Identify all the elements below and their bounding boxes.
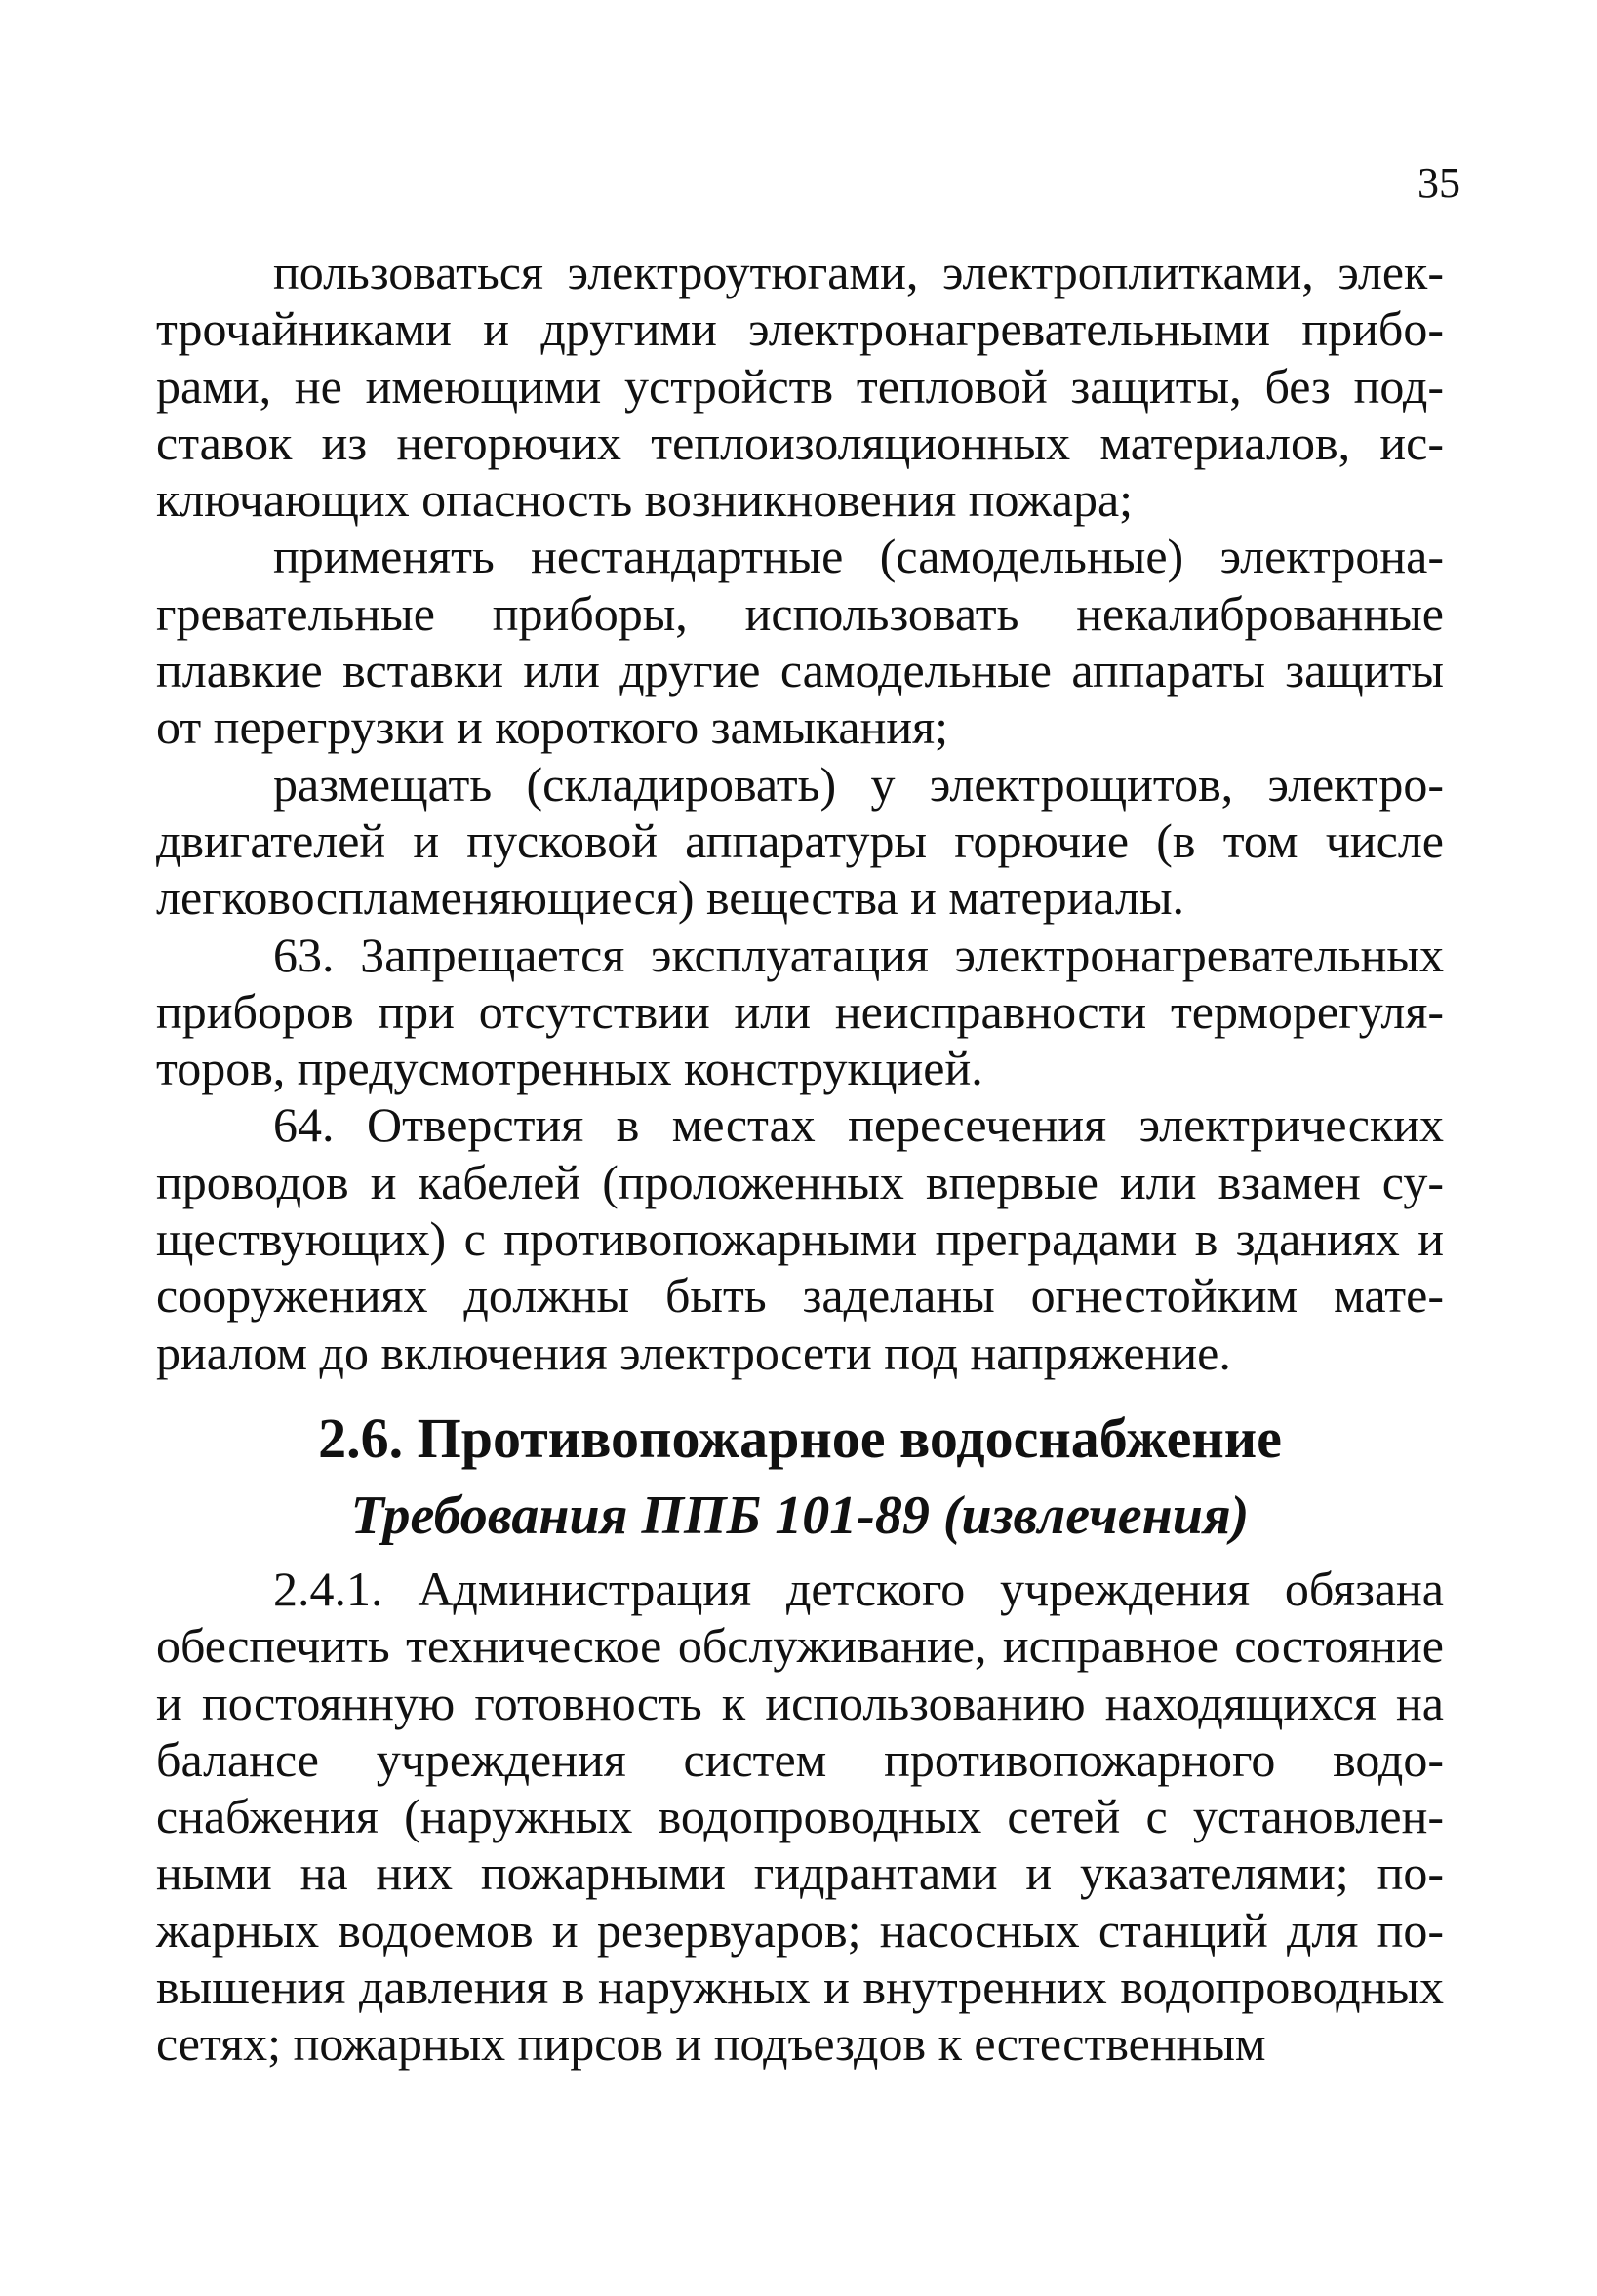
paragraph-item-64: 64. Отверстия в местах пересечения электрических проводов и кабелей (проложенных впервые или взамен существующих) с противопожарными преградами в зданиях и сооружениях должны быть заделаны огнестойким материалом до включения электросети под напряжение. <box>156 1097 1444 1380</box>
body-text <box>156 244 1444 2073</box>
section-subtitle: Требования ППБ 101-89 (извлечения) <box>350 1484 1250 1546</box>
section-title: 2.6. Противопожарное водоснабжение <box>318 1405 1282 1470</box>
page-number: 35 <box>1417 159 1460 207</box>
paragraph-item-63: 63. Запрещается эксплуатация электронагревательных приборов при отсутствии или неисправности терморегуляторов, предусмотренных конструкцией. <box>156 927 1444 1096</box>
paragraph-nonstandard-heaters: применять нестандартные (самодельные) электронагревательные приборы, использовать некалиброванные плавкие вставки или другие самодельные аппараты защиты от перегрузки и короткого замыкания; <box>156 529 1444 755</box>
paragraph-electrical-appliances: пользоваться электроутюгами, электроплитками, электрочайниками и другими электронагревательными приборами, не имеющими устройств тепловой защиты, без подставок из негорючих теплоизоляционных материалов, исключающих опасность возникновения пожара; <box>156 245 1444 528</box>
paragraph-item-2-4-1: 2.4.1. Администрация детского учреждения обязана обеспечить техническое обслуживание, исправное состояние и постоянную готовность к использованию находящихся на балансе учреждения систем противопожарного водоснабжения (наружных водопроводных сетей с установленными на них пожарными гидрантами и указателями; пожарных водоемов и резервуаров; насосных станций для повышения давления в наружных и внутренних водопроводных сетях; пожарных пирсов и подъездов к естественным <box>156 1561 1444 2072</box>
paragraph-storage-near-panels: размещать (складировать) у электрощитов, электродвигателей и пусковой аппаратуры горючие (в том числе легковоспламеняющиеся) вещества и материалы. <box>156 756 1444 926</box>
